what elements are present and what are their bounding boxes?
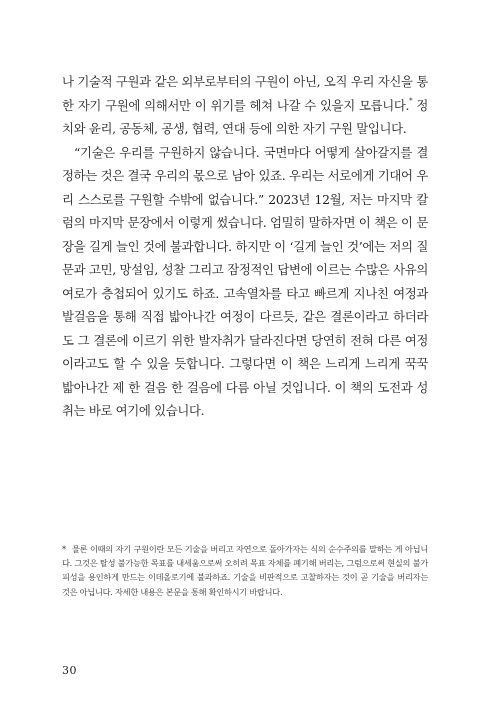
footnote-mark: * <box>62 544 66 554</box>
paragraph-1-text-continued: 정치와 윤리, 공동체, 공생, 협력, 연대 등에 의한 자기 구원 말입니다. <box>62 97 428 136</box>
footnote-reference-mark: * <box>409 97 413 106</box>
footnote-text: 물론 이때의 자기 구원이란 모든 기술을 버리고 자연으로 돌아가자는 식의 순수주의를 말하는 게 아닙니다. 그것은 탈성 불가능한 목표를 내세움으로써 오히려 목표 자체를 폐기해 버리는, 그럼으로써 현실의 불가피성을 용인하게 만드는 이데올로기에 불과하죠. 기술을 비판적으로 고찰하자는 것이 곧 기술을 버리자는 것은 아닙니다. 자세한 내용은 본문을 통해 확인하시기 바랍니다. <box>62 544 428 597</box>
paragraph-1-text: 나 기술적 구원과 같은 외부로부터의 구원이 아닌, 오직 우리 자신을 통한 자기 구원에 의해서만 이 위기를 헤쳐 나갈 수 있을지 모릅니다. <box>62 74 428 113</box>
page-number: 30 <box>62 664 77 677</box>
paragraph-continued <box>62 70 428 141</box>
paragraph: “기술은 우리를 구원하지 않습니다. 국면마다 어떻게 살아갈지를 결정하는 것은 결국 우리의 몫으로 남아 있죠. 우리는 서로에게 기대어 우리 스스로를 구원할 수밖에 없습니다.” 2023년 12월, 저는 마지막 칼럼의 마지막 문장에서 이렇게 썼습니다. 엄밀히 말하자면 이 책은 이 문장을 길게 늘인 것에 불과합니다. 하지만 이 ‘길게 늘인 것’에는 저의 질문과 고민, 망설임, 성찰 그리고 잠정적인 답변에 이르는 수많은 사유의 여로가 층첩되어 있기도 하죠. 고속열차를 타고 빠르게 지나친 여정과 발걸음을 통해 직접 밟아나간 여정이 다르듯, 같은 결론이라고 하더라도 그 결론에 이르기 위한 발자취가 달라진다면 당연히 전혀 다른 여정이라고도 할 수 있을 듯합니다. 그렇다면 이 책은 느리게 느리게 꾹꾹 밟아나간 제 한 걸음 한 걸음에 다름 아닐 것입니다. 이 책의 도전과 성취는 바로 여기에 있습니다. <box>62 144 428 418</box>
body-text <box>62 70 428 423</box>
footnote <box>62 542 428 599</box>
